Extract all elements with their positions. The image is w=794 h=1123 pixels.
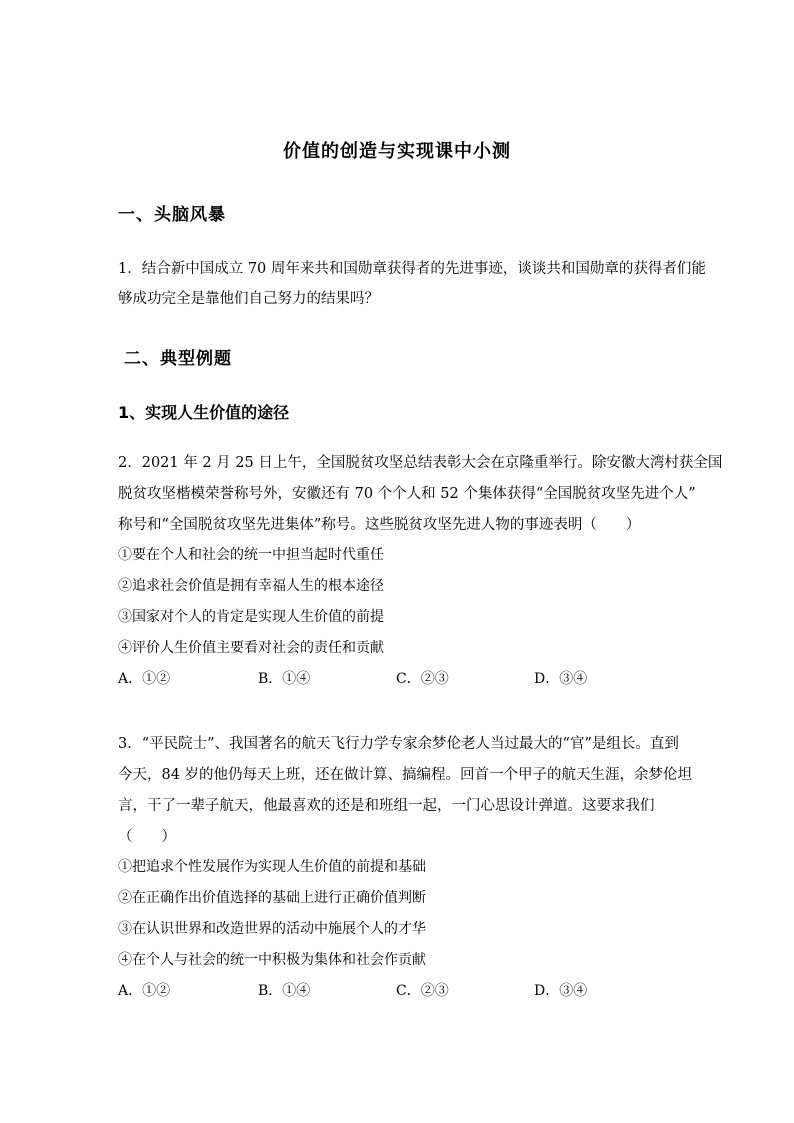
- question-3-stem-line-1: 3．“平民院士”、我国著名的航天飞行力学专家余梦伦老人当过最大的“官”是组长。直到: [118, 736, 679, 752]
- question-3-stem-line-4: （ ）: [118, 829, 176, 845]
- question-1-line-2: 够成功完全是靠他们自己努力的结果吗？: [118, 291, 379, 307]
- question-2-choice-c: C．②③: [396, 671, 449, 687]
- question-3-stem-line-2: 今天，84 岁的他仍每天上班，还在做计算、搞编程。回首一个甲子的航天生涯，余梦伦坦: [118, 767, 693, 783]
- question-3-item-2: ②在正确作出价值选择的基础上进行正确价值判断: [118, 890, 426, 906]
- question-2-item-2: ②追求社会价值是拥有幸福人生的根本途径: [118, 578, 384, 594]
- question-3-stem-line-3: 言，干了一辈子航天，他最喜欢的还是和班组一起，一门心思设计弹道。这要求我们: [118, 798, 655, 814]
- question-3-choice-d: D．③④: [534, 983, 588, 999]
- question-2-item-3: ③国家对个人的肯定是实现人生价值的前提: [118, 609, 384, 625]
- question-3-item-3: ③在认识世界和改造世界的活动中施展个人的才华: [118, 921, 426, 937]
- question-3-choice-a: A．①②: [118, 983, 171, 999]
- section-heading-brainstorm: 一、头脑风暴: [118, 205, 226, 225]
- document-title: 价值的创造与实现课中小测: [283, 141, 511, 162]
- question-2-stem-line-1: 2．2021 年 2 月 25 日上午，全国脱贫攻坚总结表彰大会在京隆重举行。除安徽大湾村获全国: [118, 455, 723, 471]
- question-1-line-1: 1．结合新中国成立 70 周年来共和国勋章获得者的先进事迹，谈谈共和国勋章的获得者们能: [118, 261, 706, 277]
- question-3-choice-c: C．②③: [396, 983, 449, 999]
- question-2-stem-line-3: 称号和“全国脱贫攻坚先进集体”称号。这些脱贫攻坚先进人物的事迹表明（ ）: [118, 517, 641, 533]
- question-3-item-1: ①把追求个性发展作为实现人生价值的前提和基础: [118, 859, 426, 875]
- question-2-stem-line-2: 脱贫攻坚楷模荣誉称号外，安徽还有 70 个个人和 52 个集体获得“全国脱贫攻坚先进个人”: [118, 486, 696, 502]
- question-3-item-4: ④在个人与社会的统一中积极为集体和社会作贡献: [118, 952, 426, 968]
- question-3-choice-b: B．①④: [258, 983, 311, 999]
- question-2-choice-a: A．①②: [118, 671, 171, 687]
- question-2-choice-d: D．③④: [534, 671, 588, 687]
- subsection-heading-paths: 1、实现人生价值的途径: [118, 403, 290, 422]
- question-2-choice-b: B．①④: [258, 671, 311, 687]
- question-2-item-4: ④评价人生价值主要看对社会的责任和贡献: [118, 640, 384, 656]
- section-heading-examples: 二、典型例题: [124, 349, 232, 369]
- question-2-item-1: ①要在个人和社会的统一中担当起时代重任: [118, 547, 384, 563]
